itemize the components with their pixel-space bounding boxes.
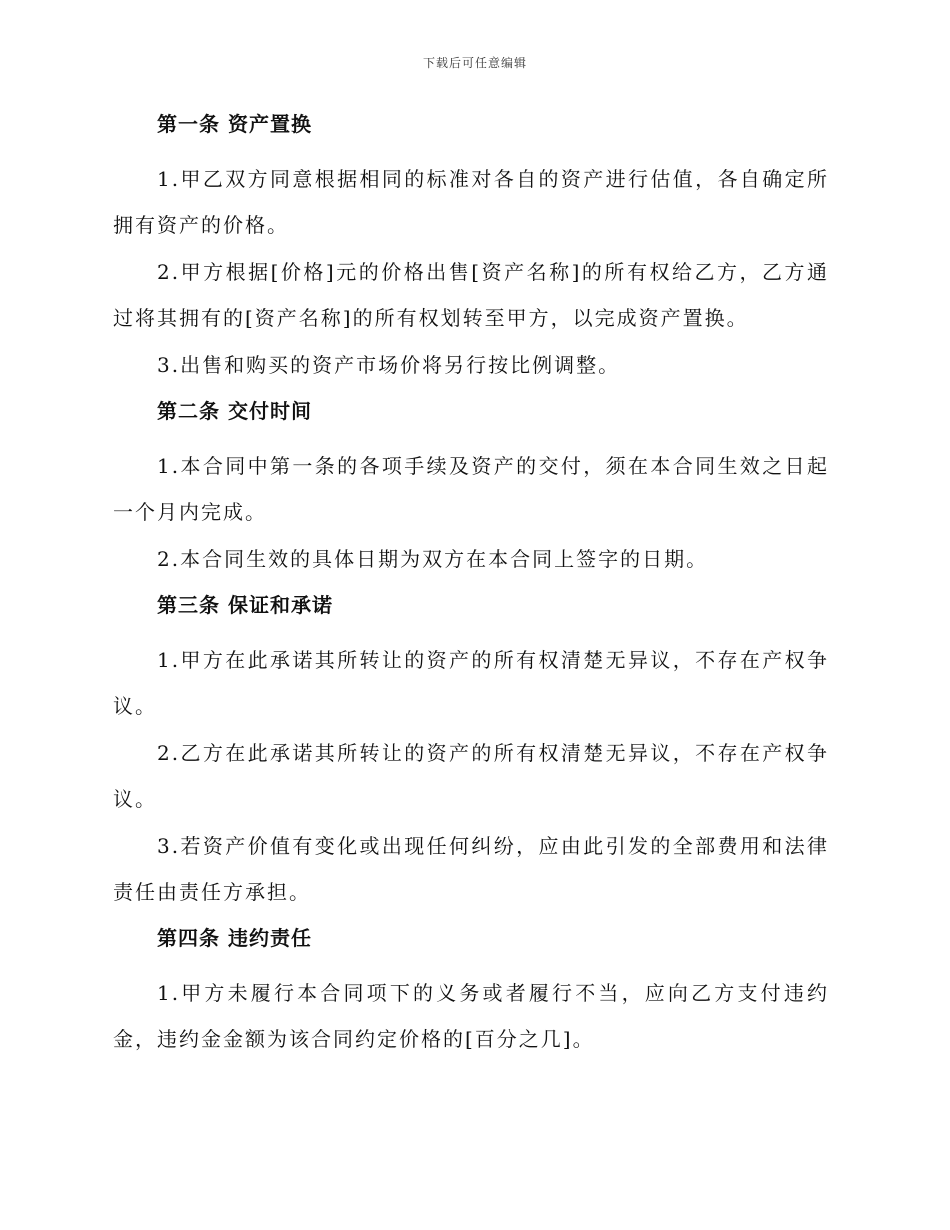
page-header: 下载后可任意编辑 (422, 56, 527, 70)
paragraph: 1.本合同中第一条的各项手续及资产的交付，须在本合同生效之日起一个月内完成。 (113, 454, 829, 524)
paragraph: 1.甲方未履行本合同项下的义务或者履行不当，应向乙方支付违约金，违约金金额为该合同约定价格的[百分之几]。 (113, 981, 829, 1051)
section-breach-liability (113, 924, 829, 1062)
paragraph: 3.若资产价值有变化或出现任何纠纷，应由此引发的全部费用和法律责任由责任方承担。 (113, 834, 829, 904)
section-asset-exchange (113, 110, 829, 388)
paragraph: 1.甲方在此承诺其所转让的资产的所有权清楚无异议，不存在产权争议。 (113, 648, 829, 718)
section-title: 第四条 违约责任 (157, 926, 312, 950)
document-body (113, 110, 829, 1071)
paragraph: 3.出售和购买的资产市场价将另行按比例调整。 (157, 353, 621, 377)
paragraph: 1.甲乙双方同意根据相同的标准对各自的资产进行估值，各自确定所拥有资产的价格。 (113, 167, 829, 237)
section-title: 第三条 保证和承诺 (157, 593, 333, 617)
paragraph: 2.乙方在此承诺其所转让的资产的所有权清楚无异议，不存在产权争议。 (113, 741, 829, 811)
paragraph: 2.甲方根据[价格]元的价格出售[资产名称]的所有权给乙方，乙方通过将其拥有的[资产名称]的所有权划转至甲方，以完成资产置换。 (113, 260, 829, 330)
section-guarantee (113, 591, 829, 915)
section-title: 第二条 交付时间 (157, 399, 312, 423)
section-title: 第一条 资产置换 (157, 112, 312, 136)
paragraph: 2.本合同生效的具体日期为双方在本合同上签字的日期。 (157, 547, 709, 571)
section-delivery-time (113, 397, 829, 582)
